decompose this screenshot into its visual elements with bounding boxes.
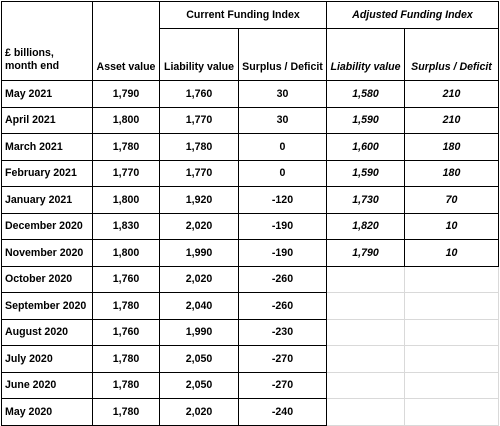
asset-value-cell: 1,800 (93, 187, 160, 214)
month-cell: November 2020 (2, 240, 93, 267)
table-row (2, 266, 499, 293)
month-cell: July 2020 (2, 346, 93, 373)
month-cell: June 2020 (2, 372, 93, 399)
liability-column-header: Liability value (160, 29, 239, 81)
surplus-deficit-cell: -260 (239, 293, 327, 320)
month-cell: December 2020 (2, 213, 93, 240)
table-row (2, 107, 499, 134)
asset-value-cell: 1,780 (93, 134, 160, 161)
month-header-line2: month end (5, 60, 60, 72)
surplus-deficit-cell: 0 (239, 134, 327, 161)
adjusted-liability-cell: 1,790 (327, 240, 405, 267)
month-cell: May 2021 (2, 81, 93, 108)
surplus-deficit-cell: -260 (239, 266, 327, 293)
adjusted-liability-cell (327, 266, 405, 293)
adjusted-surplus-cell (405, 266, 499, 293)
asset-value-cell: 1,790 (93, 81, 160, 108)
liability-value-cell: 1,780 (160, 134, 239, 161)
liability-value-cell: 2,040 (160, 293, 239, 320)
adjusted-surplus-cell: 180 (405, 160, 499, 187)
month-cell: May 2020 (2, 399, 93, 426)
surplus-deficit-cell: 30 (239, 81, 327, 108)
surplus-deficit-cell: 30 (239, 107, 327, 134)
adjusted-liability-cell: 1,730 (327, 187, 405, 214)
adjusted-liability-cell (327, 346, 405, 373)
table-row (2, 187, 499, 214)
adjusted-funding-index-header: Adjusted Funding Index (327, 2, 499, 29)
adjusted-surplus-cell: 70 (405, 187, 499, 214)
liability-value-cell: 1,770 (160, 107, 239, 134)
table-row (2, 372, 499, 399)
liability-value-cell: 2,020 (160, 213, 239, 240)
liability-value-cell: 1,990 (160, 240, 239, 267)
asset-value-cell: 1,830 (93, 213, 160, 240)
asset-value-cell: 1,780 (93, 372, 160, 399)
group-header-row (2, 2, 499, 29)
asset-value-cell: 1,780 (93, 399, 160, 426)
adjusted-liability-cell (327, 399, 405, 426)
surplus-deficit-cell: -270 (239, 346, 327, 373)
adjusted-surplus-cell: 210 (405, 107, 499, 134)
liability-value-cell: 1,770 (160, 160, 239, 187)
asset-value-cell: 1,800 (93, 107, 160, 134)
adjusted-liability-cell (327, 372, 405, 399)
adjusted-liability-cell: 1,580 (327, 81, 405, 108)
asset-value-cell: 1,780 (93, 346, 160, 373)
adjusted-liability-column-header: Liability value (327, 29, 405, 81)
adjusted-surplus-cell (405, 319, 499, 346)
asset-value-cell: 1,800 (93, 240, 160, 267)
adjusted-surplus-cell: 180 (405, 134, 499, 161)
month-column-header (2, 2, 93, 81)
surplus-deficit-cell: 0 (239, 160, 327, 187)
month-header-line1: £ billions, (5, 47, 54, 59)
table-row (2, 240, 499, 267)
asset-value-cell: 1,760 (93, 266, 160, 293)
adjusted-liability-cell: 1,820 (327, 213, 405, 240)
surplus-deficit-cell: -270 (239, 372, 327, 399)
liability-value-cell: 1,990 (160, 319, 239, 346)
month-cell: April 2021 (2, 107, 93, 134)
adjusted-liability-cell (327, 293, 405, 320)
liability-value-cell: 2,050 (160, 346, 239, 373)
adjusted-surplus-cell (405, 372, 499, 399)
adjusted-surplus-cell (405, 346, 499, 373)
month-cell: September 2020 (2, 293, 93, 320)
liability-value-cell: 2,050 (160, 372, 239, 399)
adjusted-surplus-cell: 210 (405, 81, 499, 108)
liability-value-cell: 1,920 (160, 187, 239, 214)
asset-value-cell: 1,770 (93, 160, 160, 187)
liability-value-cell: 2,020 (160, 266, 239, 293)
adjusted-liability-cell: 1,590 (327, 160, 405, 187)
month-cell: August 2020 (2, 319, 93, 346)
adjusted-surplus-cell (405, 293, 499, 320)
table-row (2, 399, 499, 426)
adjusted-liability-cell: 1,590 (327, 107, 405, 134)
surplus-column-header: Surplus / Deficit (239, 29, 327, 81)
table-row (2, 81, 499, 108)
adjusted-surplus-cell (405, 399, 499, 426)
current-funding-index-header: Current Funding Index (160, 2, 327, 29)
surplus-deficit-cell: -120 (239, 187, 327, 214)
month-cell: March 2021 (2, 134, 93, 161)
adjusted-liability-cell (327, 319, 405, 346)
liability-value-cell: 1,760 (160, 81, 239, 108)
surplus-deficit-cell: -230 (239, 319, 327, 346)
table-row (2, 293, 499, 320)
table-row (2, 346, 499, 373)
adjusted-surplus-cell: 10 (405, 213, 499, 240)
table-row (2, 319, 499, 346)
funding-index-table (1, 1, 499, 426)
month-cell: February 2021 (2, 160, 93, 187)
surplus-deficit-cell: -190 (239, 213, 327, 240)
asset-value-cell: 1,780 (93, 293, 160, 320)
month-cell: October 2020 (2, 266, 93, 293)
adjusted-surplus-column-header: Surplus / Deficit (405, 29, 499, 81)
asset-value-cell: 1,760 (93, 319, 160, 346)
table-row (2, 134, 499, 161)
table-row (2, 160, 499, 187)
month-cell: January 2021 (2, 187, 93, 214)
surplus-deficit-cell: -190 (239, 240, 327, 267)
asset-column-header: Asset value (93, 2, 160, 81)
table-row (2, 213, 499, 240)
adjusted-liability-cell: 1,600 (327, 134, 405, 161)
surplus-deficit-cell: -240 (239, 399, 327, 426)
liability-value-cell: 2,020 (160, 399, 239, 426)
adjusted-surplus-cell: 10 (405, 240, 499, 267)
